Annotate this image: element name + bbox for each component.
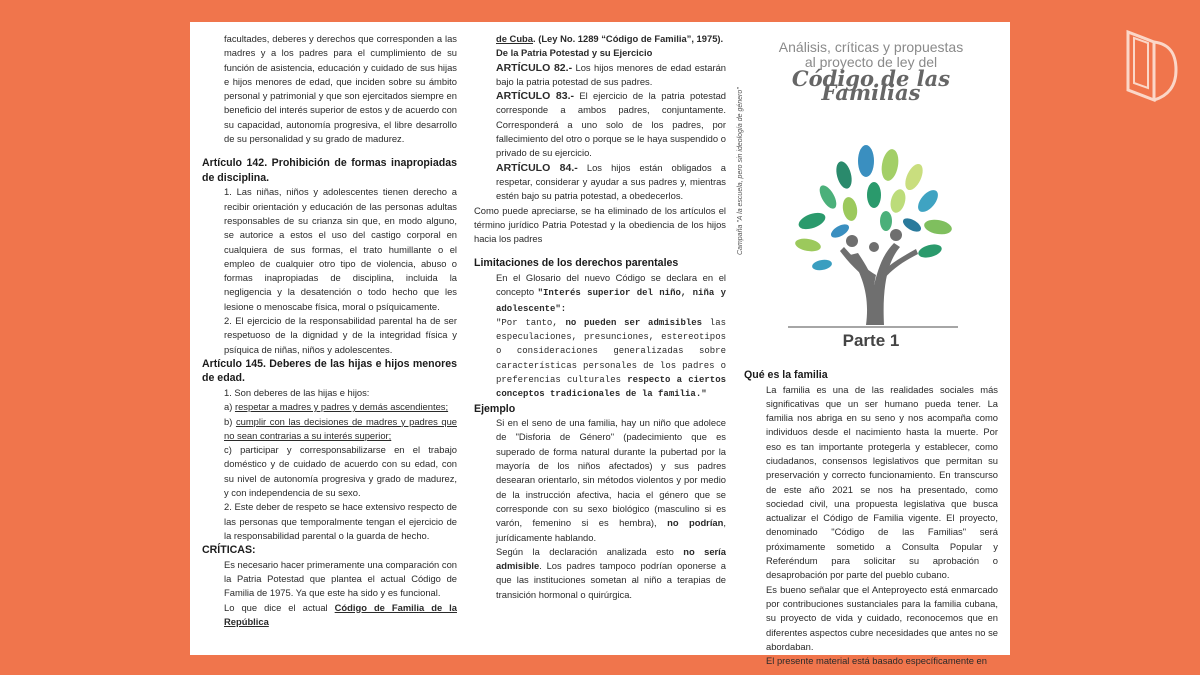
column-left — [202, 32, 457, 629]
paragraph-142-1: 1. Las niñas, niños y adolescentes tienen derecho a recibir orientación y educación de las personas adultas responsables de su crianza sin que, en modo alguno, se autorice a estos el uso del castigo corporal en cualquiera de sus formas, el trato humillante o el empleo de cualquier otro tipo de violencia, abuso o formas inapropiadas de disciplina, incluida la negligencia y la desatención o todo hecho que les lesione o menoscabe física, moral o psíquicamente. — [224, 186, 457, 312]
article-84: ARTÍCULO 84.- Los hijos están obligados a respetar, considerar y ayudar a sus padres y, mientras estén bajo su patria potestad, a obedecerlos. — [496, 161, 726, 202]
article-82: ARTÍCULO 82.- Los hijos menores de edad estarán bajo la patria potestad de sus padres. — [496, 61, 726, 87]
campaign-label: Campaña "A la escuela, pero sin ideología de género" — [737, 87, 744, 255]
heading-ejemplo: Ejemplo — [474, 402, 516, 415]
heading-criticas: CRÍTICAS: — [202, 544, 256, 557]
paragraph-145-2: 2. Este deber de respeto se hace extensivo respecto de las personas que temporalmente tengan el ejercicio de la responsabilidad parental o la guarda de hecho. — [224, 501, 457, 541]
item-c: c) participar y corresponsabilizarse en el trabajo doméstico y de cuidado de acuerdo con su edad, con su nivel de autonomía progresiva y grado de madurez, y con independencia de su sexo. — [224, 444, 457, 499]
cover — [737, 39, 998, 368]
codigo-link[interactable]: Código de Familia de la República — [224, 601, 457, 627]
paragraph-familia-1: La familia es una de las realidades sociales más significativas que un ser humano pueda tener. La familia nos abriga en su seno y nos acompaña como individuos desde el nacimiento hasta la muerte. Por eso es tan importante protegerla y establecer, como ciudadanos, consensos legislativos que permitan su preservación y correcto funcionamiento. En transcurso de este año 2021 se nos ha presentado, como sociedad civil, una propuesta legislativa que busca actualizar el Código de Familia vigente. El proyecto, denominado "Código de las Familias" será próximamente sometido a Consulta Popular y Referéndum para solicitar su aprobación o desaprobación por parte del pueblo cubano. — [766, 383, 998, 581]
cover-title-line2: al proyecto de ley del — [804, 54, 938, 70]
parte-label: Parte 1 — [842, 331, 900, 350]
paragraph-familia-2: Es bueno señalar que el Anteproyecto está enmarcado por contribuciones sustanciales para la familia cubana, su proyecto de vida y cuidado, reconocemos que en diferentes aspectos cubre necesidades que antes no se abordaban. — [766, 583, 998, 652]
paragraph-142-2: 2. El ejercicio de la responsabilidad parental ha de ser respetuoso de la dignidad y de la integridad física y psíquica de niñas, niños y adolescentes. — [224, 315, 457, 355]
quote: "Por tanto, no pueden ser admisibles las especulaciones, presunciones, estereotipos o consideraciones generalizadas sobre características personales de los padres o preferencias culturales respecto a ciertos conceptos tradicionales de la familia." — [496, 317, 727, 400]
paragraph-como: Como puede apreciarse, se ha eliminado de los artículos el término jurídico Patria Potestad y la obediencia de los hijos hacia los padres — [474, 204, 726, 245]
subheading-patria-potestad: De la Patria Potestad y su Ejercicio — [496, 47, 653, 59]
document-page — [190, 22, 1010, 667]
paragraph-segun: Según la declaración analizada esto no sería admisible. Los padres tampoco podrían oponerse a que las instituciones sometan al niño a terapias de transición hormonal o quirúrgica. — [496, 545, 727, 600]
item-a: a) respetar a madres y padres y demás ascendientes; — [224, 401, 449, 413]
cuba-link[interactable]: de Cuba — [496, 33, 533, 44]
column-right — [737, 32, 998, 668]
paragraph-glosario: En el Glosario del nuevo Código se declara en el concepto "Interés superior del niño, niña y adolescente": — [496, 271, 726, 314]
heading-limitaciones: Limitaciones de los derechos parentales — [474, 257, 679, 270]
paragraph-criticas: Es necesario hacer primeramente una comparación con la Patria Potestad que plantea el actual Código de Familia de 1975. Ya que este ha sido y es funcional. — [224, 558, 457, 599]
paragraph-145-1: 1. Son deberes de las hijas e hijos: — [224, 386, 370, 398]
item-b: b) cumplir con las decisiones de madres y padres que no sean contrarias a su interés superior; — [224, 415, 457, 441]
heading-article-142: Artículo 142. Prohibición de formas inapropiadas de disciplina. — [202, 157, 457, 184]
paragraph-lo-que-dice: Lo que dice el actual Código de Familia de la República — [224, 601, 457, 627]
column-middle — [474, 32, 726, 602]
book-logo-icon — [1124, 28, 1180, 104]
paragraph-familia-3: El presente material está basado específicamente en — [766, 655, 987, 667]
law-reference: de Cuba. (Ley No. 1289 “Código de Familia”, 1975). — [496, 33, 724, 44]
cover-title-line1: Análisis, críticas y propuestas — [778, 39, 964, 55]
paragraph-ejemplo: Si en el seno de una familia, hay un niño que adolece de "Disforia de Género" (padecimiento que es superado de forma natural durante la pubertad por la mayoría de los niños afectados) y sus padres desearan orientarlo, sin métodos violentos y por medio de la instrucción afectiva, hacia el género que se corresponde con su sexo biológico (masculino si es varón, femenino si es hembra), no podrían, jurídicamente hablando. — [496, 417, 726, 543]
paragraph-intro: facultades, deberes y derechos que corresponden a las madres y a los padres para el cumplimiento de su función de asistencia, educación y cuidado de sus hijas e hijos menores de edad, que inciden sobre su ámbito personal y patrimonial y que son ejercitados siempre en beneficio del interés superior de estos y de acuerdo con su capacidad, autonomía progresiva, el libre desarrollo de su personalidad y su grado de madurez. — [224, 33, 457, 145]
heading-article-145: Artículo 145. Deberes de las hijas e hijos menores de edad. — [202, 357, 457, 385]
family-tree-icon — [778, 125, 968, 335]
cover-title-main: Código de las Familias — [791, 66, 951, 106]
heading-que-es-la-familia: Qué es la familia — [744, 369, 828, 381]
article-83: ARTÍCULO 83.- El ejercicio de la patria potestad corresponde a ambos padres, conjuntamente. Corresponderá a uno solo de los padres, por fallecimiento del otro o porque se le haya suspendido o privado de su ejercicio. — [496, 90, 726, 159]
